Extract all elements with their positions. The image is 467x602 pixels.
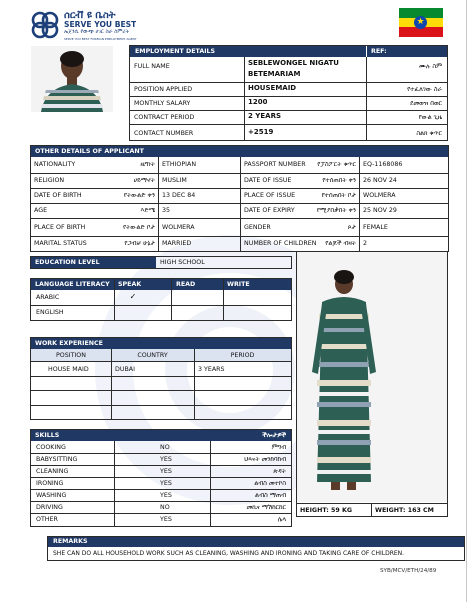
- skill-washing-amharic: ልብስ ማጠብ: [255, 492, 286, 499]
- children-label: NUMBER OF CHILDREN: [244, 240, 317, 247]
- age-label: AGE: [34, 207, 48, 214]
- ref-label: REF:: [371, 48, 387, 55]
- marital-status-label: MARITAL STATUS: [34, 240, 87, 247]
- age-value: 35: [162, 207, 171, 214]
- date-of-birth-amharic: የትውልድ ቀን: [123, 192, 155, 199]
- religion-label: RELIGION: [34, 177, 65, 184]
- brand-tagline-amharic: ኤጀንሲ የውጭ ሀገር ስራ ስምሪት: [64, 29, 130, 35]
- skill-ironing-value: YES: [160, 480, 172, 487]
- skill-driving-amharic: መኪና ማሽከርከር: [246, 504, 286, 511]
- skill-washing-value: YES: [160, 492, 172, 499]
- contract-period-label: CONTRACT PERIOD: [134, 114, 195, 121]
- passport-number-value: EQ-1168086: [363, 161, 403, 168]
- date-of-issue-amharic: የተሰጠበት ቀን: [322, 177, 356, 184]
- employment-details-title: EMPLOYMENT DETAILS: [135, 48, 216, 55]
- applicant-full-body-photo: [296, 251, 448, 517]
- date-of-expiry-label: DATE OF EXPIRY: [244, 207, 295, 214]
- col-position: POSITION: [56, 352, 86, 359]
- full-name-amharic: ሙሉ ስም: [418, 63, 442, 70]
- skill-driving-value: NO: [160, 504, 170, 511]
- passport-number-label: PASSPORT NUMBER: [244, 161, 306, 168]
- contact-number-label: CONTACT NUMBER: [134, 130, 194, 137]
- place-of-birth-label: PLACE OF BIRTH: [34, 224, 86, 231]
- language-arabic: ARABIC: [36, 294, 60, 301]
- position-applied-amharic: የተፈለገው ስራ: [407, 86, 442, 93]
- brand-name: SERVE YOU BEST: [64, 20, 137, 29]
- work-row-period: 3 YEARS: [198, 366, 225, 373]
- skill-cleaning-value: YES: [160, 468, 172, 475]
- gender-value: FEMALE: [363, 224, 388, 231]
- place-of-issue-value: WOLMERA: [363, 192, 396, 199]
- religion-amharic: ሀይማኖት: [133, 177, 155, 184]
- place-of-birth-amharic: የትውልድ ቦታ: [122, 224, 155, 231]
- skill-babysitting: BABYSITTING: [36, 456, 78, 463]
- language-header-name: LANGUAGE LITERACY: [35, 281, 110, 288]
- contract-period-amharic: የውል ጊዜ: [418, 114, 442, 121]
- date-of-expiry-value: 25 NOV 29: [363, 207, 397, 214]
- monthly-salary-label: MONTHLY SALARY: [134, 100, 191, 107]
- date-of-issue-label: DATE OF ISSUE: [244, 177, 292, 184]
- language-header-speak: SPEAK: [118, 281, 142, 288]
- education-value: HIGH SCHOOL: [160, 259, 205, 266]
- work-row-country: DUBAI: [115, 366, 135, 373]
- col-country: COUNTRY: [137, 352, 168, 359]
- skill-driving: DRIVING: [36, 504, 63, 511]
- date-of-issue-value: 26 NOV 24: [363, 177, 397, 184]
- monthly-salary-value: 1200: [248, 98, 268, 106]
- brand-amharic-name: ሰርቭ ዩ ቤስት: [64, 10, 116, 21]
- arabic-speak-checkmark: ✓: [129, 293, 137, 301]
- children-amharic: የልጆች ብዛት: [325, 240, 356, 247]
- language-header-write: WRITE: [227, 281, 250, 288]
- flag-emblem-icon: ★: [414, 16, 427, 29]
- date-of-birth-label: DATE OF BIRTH: [34, 192, 82, 199]
- skill-ironing-amharic: ልብስ መተኮስ: [254, 480, 286, 487]
- col-period: PERIOD: [230, 352, 255, 359]
- nationality-label: NATIONALITY: [34, 161, 76, 168]
- company-logo: [30, 10, 60, 40]
- remarks-text: SHE CAN DO ALL HOUSEHOLD WORK SUCH AS CLEANING, WASHING AND IRONING AND TAKING CARE OF CHILDREN.: [53, 550, 405, 557]
- skill-babysitting-amharic: ህጻናት መንከባከብ: [244, 456, 286, 463]
- nationality-amharic: ዜግነት: [140, 161, 155, 168]
- work-row-position: HOUSE MAID: [48, 366, 89, 373]
- date-of-expiry-amharic: የሚያበቃበት ቀን: [316, 207, 356, 214]
- remarks-header: [48, 537, 464, 547]
- children-value: 2: [363, 240, 368, 247]
- other-details-title: OTHER DETAILS OF APPLICANT: [35, 148, 144, 155]
- height-label: HEIGHT: 59 KG: [300, 507, 353, 514]
- skill-babysitting-value: YES: [160, 456, 172, 463]
- skill-cleaning: CLEANING: [36, 468, 69, 475]
- language-header-read: READ: [176, 281, 196, 288]
- place-of-issue-label: PLACE OF ISSUE: [244, 192, 296, 199]
- nationality-value: ETHIOPIAN: [162, 161, 197, 168]
- place-of-birth-value: WOLMERA: [162, 224, 195, 231]
- full-name-label: FULL NAME: [134, 63, 170, 70]
- place-of-issue-amharic: የተሰጠበት ቦታ: [321, 192, 356, 199]
- skills-title: SKILLS: [35, 432, 60, 439]
- footer-reference-code: SYB/MCV/ETH/24/89: [380, 568, 437, 574]
- full-name-value: SEBLEWONGEL NIGATU BETEMARIAM: [248, 59, 339, 78]
- religion-value: MUSLIM: [162, 177, 187, 184]
- weight-label: WEIGHT: 163 CM: [375, 507, 434, 514]
- skill-cooking-value: NO: [160, 444, 170, 451]
- education-label: EDUCATION LEVEL: [35, 259, 100, 266]
- marital-status-value: MARRIED: [162, 240, 192, 247]
- logo-knot-icon: [30, 10, 60, 40]
- work-experience-title: WORK EXPERIENCE: [35, 340, 103, 347]
- position-applied-value: HOUSEMAID: [248, 84, 297, 92]
- monthly-salary-amharic: ደመወዝ በወር: [409, 100, 442, 107]
- contact-number-value: +2519: [248, 128, 274, 136]
- ethiopia-flag: [399, 8, 443, 37]
- language-english: ENGLISH: [36, 309, 64, 316]
- skill-other: OTHER: [36, 516, 58, 523]
- remarks-title: REMARKS: [53, 538, 88, 545]
- skill-cooking-amharic: ምግብ: [271, 444, 286, 451]
- marital-status-amharic: የጋብቻ ሁኔታ: [124, 240, 155, 247]
- gender-amharic: ጾታ: [347, 224, 356, 231]
- skill-cooking: COOKING: [36, 444, 66, 451]
- skill-ironing: IRONING: [36, 480, 64, 487]
- skill-cleaning-amharic: ጽዳት: [273, 468, 286, 475]
- gender-label: GENDER: [244, 224, 271, 231]
- applicant-portrait: [31, 46, 113, 112]
- position-applied-label: POSITION APPLIED: [134, 86, 193, 93]
- brand-subtitle: SERVE YOU BEST FOREIGN EMPLOYMENT AGENT: [64, 37, 137, 41]
- contact-number-amharic: ስልክ ቁጥር: [416, 130, 442, 137]
- skill-other-value: YES: [160, 516, 172, 523]
- skill-washing: WASHING: [36, 492, 67, 499]
- date-of-birth-value: 13 DEC 84: [162, 192, 196, 199]
- passport-number-amharic: የፓስፖርት ቁጥር: [317, 161, 356, 168]
- skill-other-amharic: ሌላ: [277, 516, 286, 523]
- contract-period-value: 2 YEARS: [248, 112, 282, 120]
- skills-title-amharic: ችሎታዎች: [262, 432, 286, 439]
- age-amharic: እድሜ: [140, 207, 155, 214]
